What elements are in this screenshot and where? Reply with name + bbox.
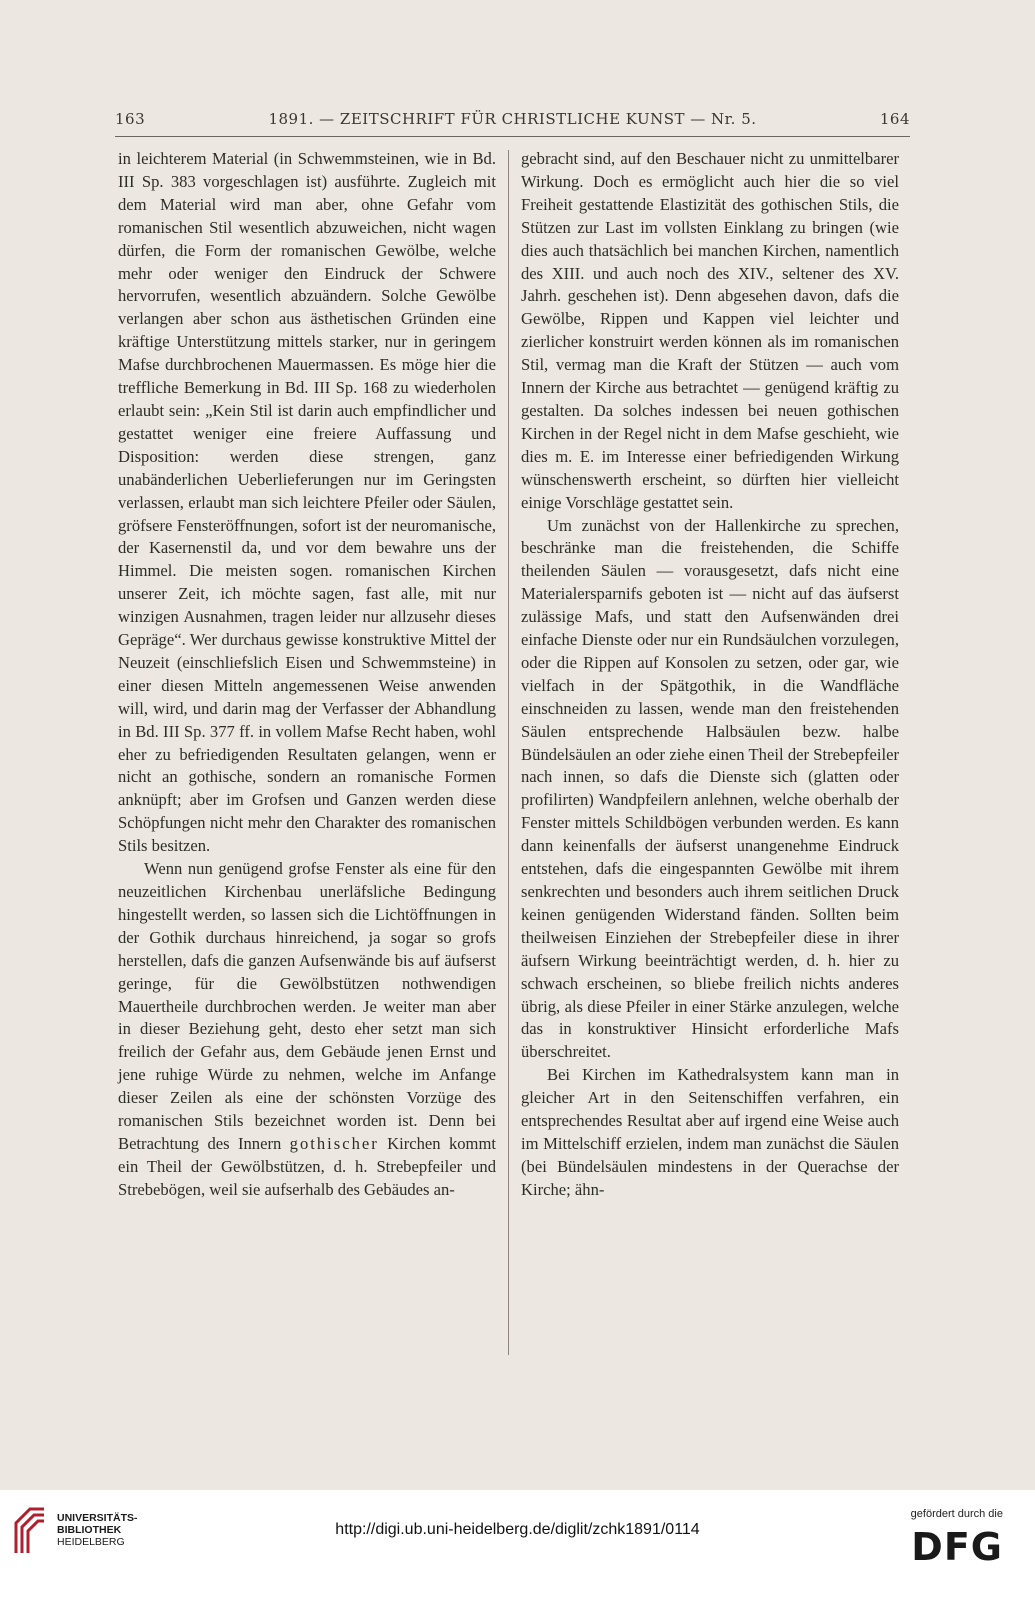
right-column [521,148,899,1202]
left-column [118,148,496,1202]
dfg-logo: DFG [911,1525,1003,1569]
funded-by-label: gefördert durch die [910,1508,1003,1520]
right-paragraph-1: gebracht sind, auf den Beschauer nicht zu unmittelbarer Wirkung. Doch es ermöglicht auch hier die so viel Freiheit gestattende Elastizität des gothischen Stils, die Stützen zur Last im vollsten Einklang zu bringen (wie dies auch thatsächlich bei manchen Kirchen, namentlich des XIII. und auch noch des XIV., seltener des XV. Jahrh. geschehen ist). Denn abgesehen davon, dafs die Gewölbe, Rippen und Kappen viel leichter und zierlicher konstruirt werden können als im romanischen Stil, vermag man die Kraft der Stützen — auch vom Innern der Kirche aus betrachtet — genügend kräftig zu gestalten. Da solches indessen bei neuen gothischen Kirchen in der Regel nicht in dem Mafse geschieht, wie dies m. E. im Interesse einer befriedigenden Wirkung wünschenswerth erscheint, so dürften hier vielleicht einige Vorschläge gestattet sein. [521,149,899,512]
page-number-left: 163 [115,110,146,128]
left-paragraph-2-end: Kirchen kommt ein Theil der Gewölbstützen, d. h. Strebepfeiler und Strebebögen, weil sie aufserhalb des Gebäudes an- [118,1133,496,1199]
right-paragraph-3: Bei Kirchen im Kathedralsystem kann man in gleicher Art in den Seitenschiffen verfahren, ein entsprechendes Resultat aber auf irgend eine Weise auch im Mittelschiff erzielen, indem man zunächst die Säulen (bei Bündelsäulen mindestens in der Querachse der Kirche; ähn- [521,1065,899,1199]
viewer-footer [0,1490,1035,1598]
left-paragraph-2 [118,858,496,1202]
spaced-word: gothischer [289,1133,379,1153]
library-line-2: BIBLIOTHEK [57,1524,122,1536]
left-paragraph-2-start: Wenn nun genügend grofse Fenster als eine für den neuzeitlichen Kirchenbau unerläfsliche Bedingung hingestellt werden, so lassen sich die Lichtöffnungen in der Gothik durchaus hinreichend, ja sogar so grofs herstellen, dafs die ganzen Aufsenwände bis auf äufserst geringe, für die Gewölbstützen nothwendigen Mauertheile durchbrochen werden. Je weiter man aber in dieser Beziehung geht, desto eher setzt man sich freilich der Gefahr aus, dem Gebäude jenen Ernst und jene ruhige Würde zu nehmen, welche im Anfange dieser Zeilen als eine der schönsten Vorzüge des romanischen Stils bezeichnet worden ist. Denn bei Betrachtung des Innern [118,859,496,1153]
right-paragraph-2: Um zunächst von der Hallenkirche zu sprechen, beschränke man die freistehenden, die Schiffe theilenden Säulen — vorausgesetzt, dafs nicht eine Materialersparnifs geboten ist — nicht auf das äufserst zulässige Mafs, und statt den Aufsenwänden drei einfache Dienste oder nur ein Rundsäulchen vorzulegen, oder die Rippen auf Konsolen zu setzen, oder gar, wie vielfach in der Spätgothik, in die Wandfläche einschneiden zu lassen, wende man den freistehenden Säulen entsprechende Halbsäulen bezw. halbe Bündelsäulen an oder ziehe einen Theil der Strebepfeiler nach innen, so dafs die Dienste sich (glatten oder profilirten) Wandpfeilern anlehnen, welche oberhalb der Fenster mittels Schildbögen verbunden werden. Es kann dann keinenfalls der äufserst unangenehme Eindruck entstehen, dafs die eingespannten Gewölbe mit ihrem senkrechten und besonders auch ihrem seitlichen Druck keinen genügenden Widerstand fänden. Sollten beim theilweisen Einziehen der Strebepfeiler diese in ihrer äufsern Wirkung beeinträchtigt werden, d. h. hier zu schwach erscheinen, so bliebe freilich nichts anderes übrig, als diese Pfeiler in einer Stärke anzulegen, welche das in konstruktiver Hinsicht erforderliche Mafs überschreitet. [521,515,899,1062]
column-divider [508,150,509,1355]
left-paragraph-1: in leichterem Material (in Schwemmsteinen, wie in Bd. III Sp. 383 vorgeschlagen ist) ausführte. Zugleich mit dem Material wird man aber, ohne Gefahr vom romanischen Stil wesentlich abzuweichen, nicht wagen dürfen, die Form der romanischen Gewölbe, welche mehr oder weniger den Eindruck der Schwere hervorrufen, wesentlich abzuändern. Solche Gewölbe verlangen aber schon aus ästhetischen Gründen eine kräftige Unterstützung mittels starker, nur in geringem Mafse durchbrochenen Mauermassen. Es möge hier die treffliche Bemerkung in Bd. III Sp. 168 zu wiederholen erlaubt sein: „Kein Stil ist darin auch empfindlicher und gestattet weniger eine freiere Auffassung und Disposition: werden diese strengen, ganz unabänderlichen Ueberlieferungen nur im Geringsten verlassen, erlaubt man sich leichtere Pfeiler oder Säulen, gröfsere Fensteröffnungen, sofort ist der neuromanische, der Kasernenstil da, und vor dem bewahre uns der Himmel. Die meisten sogen. romanischen Kirchen unserer Zeit, ich möchte sagen, fast alle, mit nur winzigen Ausnahmen, tragen leider nur allzusehr dieses Gepräge“. Wer durchaus gewisse konstruktive Mittel der Neuzeit (einschliefslich Eisen und Schwemmsteine) in einer diesen Mitteln angemessenen Weise anwenden will, wird, und darin mag der Verfasser der Abhandlung in Bd. III Sp. 377 ff. in vollem Mafse Recht haben, wohl eher zu befriedigenden Resultaten gelangen, wenn er nicht an gothische, sondern an romanische Formen anknüpft; aber im Grofsen und Ganzen werden diese Schöpfungen nicht mehr den Charakter des romanischen Stils besitzen. [118,149,496,856]
permalink-url[interactable]: http://digi.ub.uni-heidelberg.de/diglit/zchk1891/0114 [335,1521,700,1538]
library-line-1: UNIVERSITÄTS- [57,1512,138,1524]
running-header [115,110,910,134]
library-line-3: HEIDELBERG [57,1536,125,1548]
header-rule [115,136,910,137]
journal-title: 1891. — ZEITSCHRIFT FÜR CHRISTLICHE KUNST — Nr. 5. [268,110,757,128]
page-number-right: 164 [879,110,910,128]
